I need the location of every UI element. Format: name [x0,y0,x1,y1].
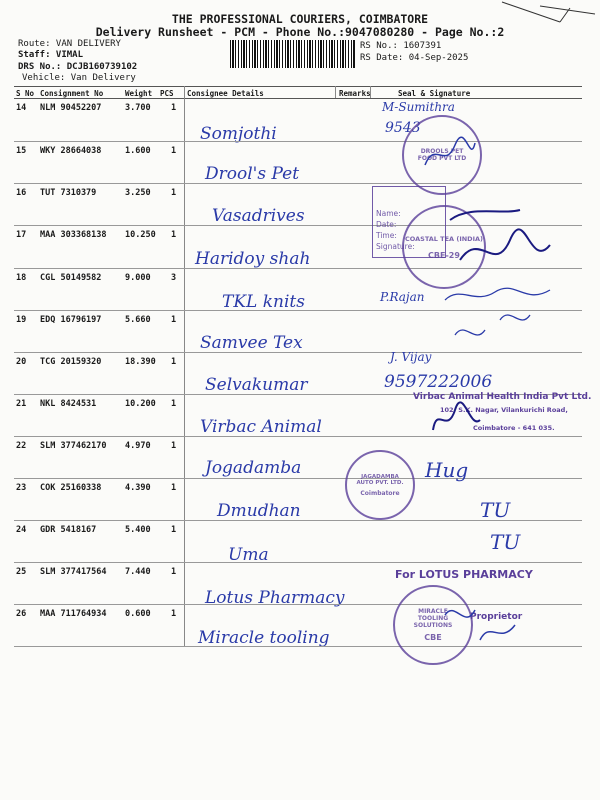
row-consignment: SLM 377417564 [40,567,107,577]
col-consignment: Consignment No [40,89,104,98]
row-pcs: 1 [171,609,177,619]
row-weight: 5.400 [125,525,151,535]
seal-col-divider [370,86,371,98]
row-consignment: NLM 90452207 [40,103,102,113]
consignee-handwriting: Samvee Tex [200,333,303,353]
seal-text: MIRACLE TOOLING SOLUTIONS [413,608,453,629]
signature-scribble [425,400,485,440]
consignee-handwriting: TKL knits [222,292,305,312]
row-weight: 0.600 [125,609,151,619]
col-sno: S No [16,89,35,98]
row-consignment: MAA 303368138 [40,230,107,240]
proprietor-label: Proprietor [470,612,523,622]
virbac-stamp: Virbac Animal Health India Pvt Ltd. [413,392,592,402]
row-sno: 20 [16,357,27,367]
row-pcs: 1 [171,357,177,367]
table-top-rule [14,86,582,87]
row-weight: 5.660 [125,315,151,325]
row-pcs: 1 [171,103,177,113]
row-weight: 7.440 [125,567,151,577]
signature-handwriting: Hug [425,458,469,482]
row-sno: 18 [16,273,27,283]
row-sno: 19 [16,315,27,325]
row-weight: 4.390 [125,483,151,493]
row-pcs: 1 [171,399,177,409]
row-consignment: NKL 8424531 [40,399,97,409]
virbac-city: Coimbatore - 641 035. [473,424,555,432]
row-weight: 3.250 [125,188,151,198]
barcode [230,40,355,68]
col-consignee: Consignee Details [187,89,264,98]
row-sno: 15 [16,146,27,156]
col-remarks: Remarks [339,89,371,98]
col-seal-signature: Seal & Signature [398,89,471,98]
rs-date: RS Date: 04-Sep-2025 [360,53,469,63]
row-pcs: 1 [171,441,177,451]
row-divider [14,141,582,142]
row-pcs: 1 [171,525,177,535]
signature-scribble [420,135,480,175]
consignee-handwriting: Uma [228,545,269,565]
row-divider [14,478,582,479]
seal-text: COASTAL TEA (INDIA) [404,234,483,243]
row-pcs: 1 [171,146,177,156]
row-weight: 9.000 [125,273,151,283]
row-divider [14,562,582,563]
signature-scribble [440,600,523,650]
row-sno: 16 [16,188,27,198]
route-label: Route: VAN DELIVERY [18,39,121,49]
row-pcs: 1 [171,483,177,493]
row-sno: 24 [16,525,27,535]
consignee-handwriting: Drool's Pet [205,164,300,184]
signature-scribble [440,200,560,290]
seal-center: CBE [424,633,442,642]
row-consignment: SLM 377462170 [40,441,107,451]
signature-handwriting: 9597222006 [384,372,493,392]
seal-center: CBE-29 [428,250,460,260]
consignee-handwriting: Jogadamba [205,458,302,478]
consignee-handwriting: Vasadrives [212,206,305,226]
rs-number: RS No.: 1607391 [360,41,442,51]
row-divider [14,183,582,184]
row-weight: 18.390 [125,357,156,367]
signature-handwriting: J. Vijay [390,350,432,364]
col-weight: Weight [125,89,153,98]
seal-inner [352,474,408,497]
row-consignment: MAA 711764934 [40,609,107,619]
seal-text: JAGADAMBA AUTO PVT. LTD. [356,473,404,486]
box-line: Name: [376,209,401,218]
consignee-handwriting: Dmudhan [217,501,301,521]
row-consignment: CGL 50149582 [40,273,102,283]
row-pcs: 1 [171,315,177,325]
row-consignment: TCG 20159320 [40,357,102,367]
row-pcs: 1 [171,230,177,240]
row-weight: 3.700 [125,103,151,113]
row-weight: 10.250 [125,230,156,240]
staff-label: Staff: VIMAL [18,50,84,60]
row-weight: 4.970 [125,441,151,451]
drs-label: DRS No.: DCJB160739102 [18,62,138,72]
signature-handwriting: 9543 [385,120,421,136]
row-sno: 22 [16,441,27,451]
row-consignment: GDR 5418167 [40,525,97,535]
row-weight: 1.600 [125,146,151,156]
consignee-handwriting: Selvakumar [205,375,308,395]
signature-handwriting: TU [490,530,521,554]
row-divider [14,436,582,437]
vehicle-label: Vehicle: Van Delivery [22,73,136,83]
virbac-address: 102, S.K. Nagar, Vilankurichi Road, [440,406,568,414]
row-pcs: 1 [171,188,177,198]
row-consignment: TUT 7310379 [40,188,97,198]
signature-handwriting: TU [480,498,511,522]
row-consignment: WKY 28664038 [40,146,102,156]
row-consignment: EDQ 16796197 [40,315,102,325]
table-header-rule [14,98,582,99]
row-sno: 26 [16,609,27,619]
row-pcs: 1 [171,567,177,577]
box-line: Time: [376,231,397,240]
row-weight: 10.200 [125,399,156,409]
jagadamba-seal [345,450,415,520]
consignee-handwriting: Virbac Animal [200,417,322,437]
row-sno: 14 [16,103,27,113]
row-consignment: COK 25160338 [40,483,102,493]
seal-text: DROOLS PET FOOD PVT LTD [417,148,467,162]
row-sno: 21 [16,399,27,409]
signature-scribble [440,280,560,350]
company-title: THE PROFESSIONAL COURIERS, COIMBATORE [171,12,429,26]
consignee-handwriting: Somjothi [200,124,277,144]
row-sno: 17 [16,230,27,240]
row-pcs: 3 [171,273,177,283]
seal-center: Coimbatore [360,489,400,497]
row-sno: 25 [16,567,27,577]
corner-mark [500,0,600,40]
consignee-handwriting: Miracle tooling [198,628,330,648]
runsheet-subtitle: Delivery Runsheet - PCM - Phone No.:9047080280 - Page No.:2 [95,25,505,39]
row-sno: 23 [16,483,27,493]
signature-handwriting: M-Sumithra [382,100,455,114]
box-line: Signature: [376,242,415,251]
remarks-col-divider [335,86,336,98]
consignee-handwriting: Lotus Pharmacy [205,588,345,608]
row-divider [14,352,582,353]
box-line: Date: [376,220,397,229]
lotus-stamp: For LOTUS PHARMACY [395,568,533,581]
signature-handwriting: P.Rajan [380,290,425,304]
consignee-handwriting: Haridoy shah [195,249,311,269]
col-pcs: PCS [160,89,174,98]
